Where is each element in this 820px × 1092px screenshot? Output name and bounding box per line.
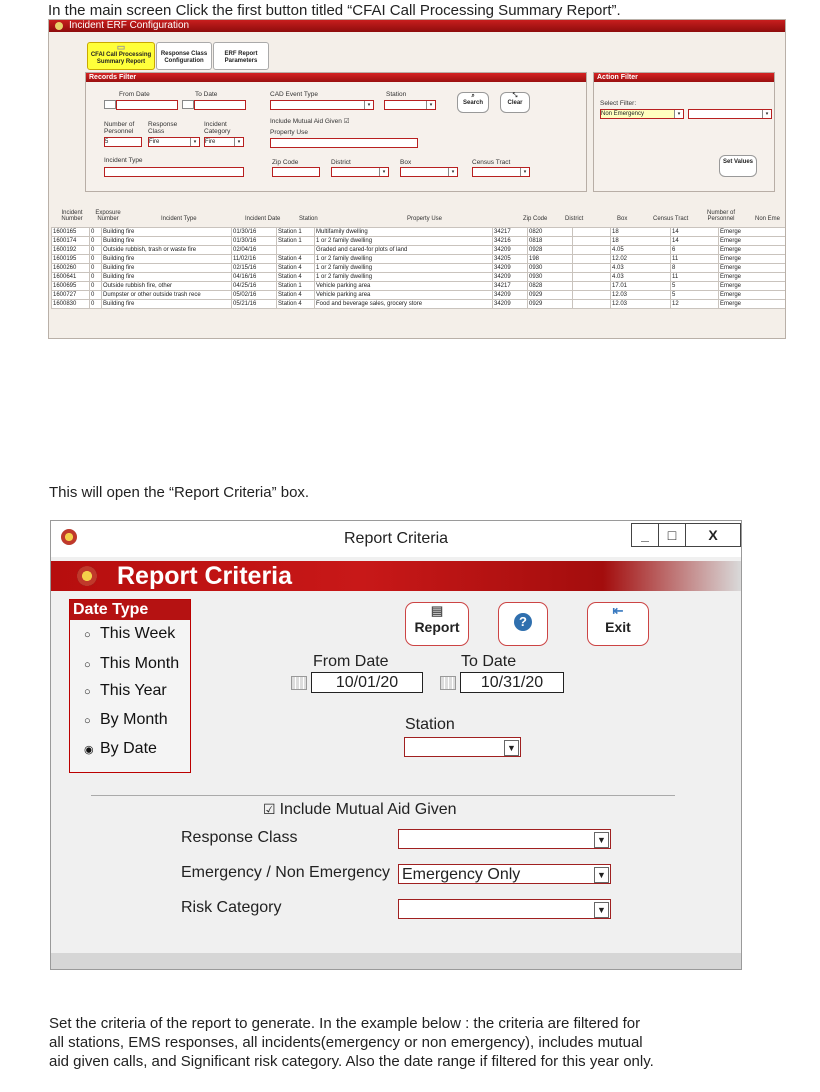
radio-by-date-label: By Date <box>100 740 157 757</box>
window-title: Report Criteria <box>343 530 449 547</box>
from-date-calendar-icon[interactable] <box>104 100 116 109</box>
help-icon: ? <box>514 613 532 631</box>
table-cell: 198 <box>528 255 573 264</box>
fire-department-logo-icon <box>77 566 97 586</box>
select-filter-label: Select Filter: <box>600 100 637 107</box>
table-cell: 01/30/16 <box>232 237 277 246</box>
radio-this-month-label: This Month <box>100 655 180 672</box>
risk-category-select[interactable] <box>398 899 611 919</box>
col-zip-code: Zip Code <box>523 216 548 222</box>
census-tract-select[interactable] <box>472 167 530 177</box>
help-button[interactable] <box>498 602 548 646</box>
close-button[interactable]: X <box>685 523 741 547</box>
col-property-use: Property Use <box>407 216 443 222</box>
maximize-button[interactable]: □ <box>658 523 686 547</box>
table-cell: Building fire <box>102 300 232 309</box>
table-cell: Emerge <box>719 291 786 300</box>
chevron-down-icon: ▼ <box>594 867 609 883</box>
table-cell: 11 <box>671 273 719 282</box>
divider <box>91 795 675 796</box>
table-cell: 1600165 <box>52 228 90 237</box>
table-row[interactable] <box>52 282 786 291</box>
report-criteria-dialog <box>50 520 742 970</box>
cad-event-type-select[interactable] <box>270 100 374 110</box>
response-class-label: Response Class <box>148 121 178 135</box>
col-incident-type: Incident Type <box>161 216 197 222</box>
table-cell: 12.03 <box>611 291 671 300</box>
cad-event-type-label: CAD Event Type <box>270 91 318 98</box>
chevron-down-icon: ▾ <box>364 101 373 109</box>
table-cell: 1 or 2 family dwelling <box>315 273 493 282</box>
filter-value-dropdown[interactable] <box>688 109 772 119</box>
chevron-down-icon: ▼ <box>504 740 519 756</box>
to-date-calendar-icon[interactable] <box>440 676 456 690</box>
station-select[interactable] <box>384 100 436 110</box>
table-row[interactable] <box>52 300 786 309</box>
incident-type-field[interactable] <box>104 167 244 177</box>
table-cell: Station 1 <box>277 237 315 246</box>
table-cell: 0 <box>90 291 102 300</box>
chevron-down-icon: ▼ <box>594 902 609 918</box>
chevron-down-icon: ▾ <box>448 168 457 176</box>
chevron-down-icon: ▼ <box>594 832 609 848</box>
table-cell <box>573 228 611 237</box>
table-cell: 4.03 <box>611 264 671 273</box>
table-cell: Emerge <box>719 246 786 255</box>
mutual-aid-label: Include Mutual Aid Given <box>279 801 457 818</box>
bottom-text-line-3: aid given calls, and Significant risk category. Also the date range if filtered for this year only. <box>49 1053 654 1070</box>
chevron-down-icon: ▾ <box>426 101 435 109</box>
table-cell: 0 <box>90 255 102 264</box>
table-cell: Building fire <box>102 228 232 237</box>
radio-this-year-label: This Year <box>100 682 167 699</box>
to-date-field[interactable] <box>194 100 246 110</box>
report-button-label: Report <box>414 619 460 635</box>
table-cell: 34209 <box>493 291 528 300</box>
table-cell: 0928 <box>528 246 573 255</box>
table-row[interactable] <box>52 228 786 237</box>
erf-report-params-label: ERF Report Parameters <box>224 51 258 64</box>
table-cell: 04/16/16 <box>232 273 277 282</box>
table-cell: 12.03 <box>611 300 671 309</box>
table-row[interactable] <box>52 273 786 282</box>
document-icon: ▤ <box>430 603 444 618</box>
action-filter-header: Action Filter <box>594 73 774 82</box>
table-cell: 02/04/16 <box>232 246 277 255</box>
erf-title: Incident ERF Configuration <box>69 20 190 31</box>
records-filter-header: Records Filter <box>86 73 586 82</box>
table-cell <box>573 255 611 264</box>
table-cell: 12 <box>671 300 719 309</box>
table-cell: Emerge <box>719 228 786 237</box>
table-cell: 1600695 <box>52 282 90 291</box>
property-use-label: Property Use <box>270 129 308 136</box>
exit-button-label: Exit <box>605 619 631 635</box>
radio-by-date[interactable] <box>84 740 157 758</box>
to-date-label: To Date <box>195 91 218 98</box>
table-cell: 34209 <box>493 300 528 309</box>
chevron-down-icon: ▾ <box>190 138 199 146</box>
radio-this-week[interactable] <box>84 625 175 643</box>
search-button[interactable] <box>457 92 489 113</box>
table-row[interactable] <box>52 246 786 255</box>
table-cell <box>573 237 611 246</box>
banner-title: Report Criteria <box>117 562 293 590</box>
table-cell: Emerge <box>719 237 786 246</box>
report-icon: ▭ <box>116 42 126 52</box>
from-date-field[interactable] <box>116 100 178 110</box>
records-filter-panel <box>85 72 587 192</box>
radio-this-month[interactable] <box>84 655 179 673</box>
table-cell: Station 4 <box>277 264 315 273</box>
table-cell <box>573 291 611 300</box>
chevron-down-icon: ▾ <box>520 168 529 176</box>
cfai-report-label: CFAI Call Processing Summary Report <box>90 52 152 65</box>
box-label: Box <box>400 159 412 166</box>
chevron-down-icon: ▾ <box>234 138 243 146</box>
col-num-personnel: Number of Personnel <box>706 210 735 222</box>
radio-selected-icon: ◉ <box>84 744 94 756</box>
table-cell: 34209 <box>493 273 528 282</box>
radio-by-month-label: By Month <box>100 711 168 728</box>
action-filter-panel <box>593 72 775 192</box>
table-cell: Emerge <box>719 255 786 264</box>
box-select[interactable] <box>400 167 458 177</box>
table-cell: Station 4 <box>277 291 315 300</box>
table-cell: Station 1 <box>277 228 315 237</box>
district-select[interactable] <box>331 167 389 177</box>
table-row[interactable] <box>52 291 786 300</box>
table-cell: 1600260 <box>52 264 90 273</box>
table-cell <box>573 264 611 273</box>
table-cell: 34209 <box>493 264 528 273</box>
response-class-value: Fire <box>149 139 160 145</box>
table-cell: 11 <box>671 255 719 264</box>
clear-button[interactable] <box>500 92 530 113</box>
mutual-aid-label <box>270 117 350 125</box>
table-cell: 12.02 <box>611 255 671 264</box>
set-values-button[interactable] <box>719 155 757 177</box>
radio-by-month[interactable] <box>84 711 168 729</box>
district-label: District <box>331 159 351 166</box>
incident-type-label: Incident Type <box>104 157 143 164</box>
table-cell: Vehicle parking area <box>315 291 493 300</box>
table-cell: Multifamily dwelling <box>315 228 493 237</box>
chevron-down-icon: ▾ <box>674 110 683 118</box>
table-cell: 34217 <box>493 282 528 291</box>
table-cell: Vehicle parking area <box>315 282 493 291</box>
emergency-select[interactable] <box>398 864 611 884</box>
checkbox-checked-icon: ☑ <box>263 801 276 817</box>
table-row[interactable] <box>52 255 786 264</box>
table-cell: 0 <box>90 246 102 255</box>
response-class-config-label: Response Class Configuration <box>160 51 208 64</box>
table-cell: 34205 <box>493 255 528 264</box>
col-census-tract: Census Tract <box>653 216 689 222</box>
table-cell: 5 <box>671 291 719 300</box>
table-cell: 0 <box>90 264 102 273</box>
to-date-label: To Date <box>461 653 517 670</box>
from-date-label: From Date <box>313 653 389 670</box>
exit-button[interactable] <box>587 602 649 646</box>
records-table <box>51 227 786 309</box>
table-cell: 05/02/16 <box>232 291 277 300</box>
report-button[interactable] <box>405 602 469 646</box>
table-cell <box>573 246 611 255</box>
table-cell: 1600830 <box>52 300 90 309</box>
table-cell: 0930 <box>528 264 573 273</box>
table-cell: 01/30/16 <box>232 228 277 237</box>
table-cell <box>277 246 315 255</box>
from-date-field[interactable]: 10/01/20 <box>311 672 423 693</box>
table-cell: 18 <box>611 237 671 246</box>
col-district: District <box>565 216 584 222</box>
table-cell: Food and beverage sales, grocery store <box>315 300 493 309</box>
emergency-label: Emergency / Non Emergency <box>181 864 390 881</box>
date-type-header: Date Type <box>70 600 190 620</box>
erf-report-params-button[interactable] <box>213 42 269 70</box>
table-cell: 14 <box>671 237 719 246</box>
col-station: Station <box>299 216 318 222</box>
emergency-value: Emergency Only <box>402 866 521 883</box>
radio-this-year[interactable] <box>84 682 167 700</box>
station-select[interactable] <box>404 737 521 757</box>
table-row[interactable] <box>52 237 786 246</box>
table-cell <box>573 273 611 282</box>
col-incident-number: Incident Number <box>61 210 83 222</box>
property-use-field[interactable] <box>270 138 418 148</box>
table-cell: Station 4 <box>277 273 315 282</box>
radio-unselected-icon: ○ <box>84 715 91 727</box>
app-logo-icon <box>55 22 63 30</box>
zip-code-field[interactable] <box>272 167 320 177</box>
table-cell: 1600174 <box>52 237 90 246</box>
response-class-config-button[interactable] <box>156 42 212 70</box>
table-cell: 0 <box>90 228 102 237</box>
table-cell: 14 <box>671 228 719 237</box>
table-cell: Station 4 <box>277 300 315 309</box>
num-personnel-field[interactable]: 5 <box>104 137 142 147</box>
table-cell: 4.05 <box>611 246 671 255</box>
zip-code-label: Zip Code <box>272 159 299 166</box>
table-cell: Building fire <box>102 237 232 246</box>
table-cell: 6 <box>671 246 719 255</box>
to-date-calendar-icon[interactable] <box>182 100 194 109</box>
table-cell: 0929 <box>528 300 573 309</box>
dialog-title-bar <box>51 521 741 557</box>
table-cell: Station 1 <box>277 282 315 291</box>
response-class-select[interactable] <box>398 829 611 849</box>
table-cell: Building fire <box>102 255 232 264</box>
risk-category-label: Risk Category <box>181 899 282 916</box>
select-filter-dropdown[interactable] <box>600 109 684 119</box>
table-cell: Graded and cared-for plots of land <box>315 246 493 255</box>
minimize-button[interactable]: _ <box>631 523 659 547</box>
census-tract-label: Census Tract <box>472 159 511 166</box>
table-cell: 04/25/16 <box>232 282 277 291</box>
table-cell: 34217 <box>493 228 528 237</box>
table-cell: Dumpster or other outside trash rece <box>102 291 232 300</box>
table-cell: 0 <box>90 273 102 282</box>
mutual-aid-checkbox[interactable] <box>263 801 457 819</box>
table-cell: 34216 <box>493 237 528 246</box>
table-cell: Emerge <box>719 300 786 309</box>
table-cell: Station 4 <box>277 255 315 264</box>
table-cell: Emerge <box>719 273 786 282</box>
table-cell: 0 <box>90 300 102 309</box>
station-label: Station <box>386 91 407 98</box>
erf-screenshot <box>48 19 786 339</box>
status-strip <box>51 953 741 969</box>
checkbox-checked-icon[interactable]: ☑ <box>343 118 350 125</box>
col-box: Box <box>617 216 628 222</box>
table-cell: 0 <box>90 237 102 246</box>
table-row[interactable] <box>52 264 786 273</box>
table-cell: 1 or 2 family dwelling <box>315 237 493 246</box>
incident-category-value: Fire <box>205 139 216 145</box>
table-cell <box>573 282 611 291</box>
incident-category-select[interactable] <box>204 137 244 147</box>
station-label: Station <box>405 716 455 733</box>
table-cell: 0818 <box>528 237 573 246</box>
chevron-down-icon: ▾ <box>379 168 388 176</box>
set-values-label: Set Values <box>722 159 754 165</box>
table-cell: 8 <box>671 264 719 273</box>
date-type-group <box>69 599 191 773</box>
mutual-aid-text: Include Mutual Aid Given <box>270 118 342 125</box>
select-filter-value: Non Emergency <box>601 111 645 117</box>
table-cell: 1 or 2 family dwelling <box>315 255 493 264</box>
table-cell: 1600727 <box>52 291 90 300</box>
search-label: Search <box>462 100 483 106</box>
table-cell: 17.01 <box>611 282 671 291</box>
table-cell: 1600195 <box>52 255 90 264</box>
bottom-text-line-1: Set the criteria of the report to generate. In the example below : the criteria are filtered for <box>49 1015 641 1032</box>
table-cell: Building fire <box>102 273 232 282</box>
report-criteria-banner <box>51 561 741 591</box>
col-incident-date: Incident Date <box>245 216 281 222</box>
clear-icon: ⤡ <box>512 93 518 99</box>
table-cell: Building fire <box>102 264 232 273</box>
table-cell: 5 <box>671 282 719 291</box>
from-date-calendar-icon[interactable] <box>291 676 307 690</box>
intro-text: In the main screen Click the first button titled “CFAI Call Processing Summary Report”. <box>48 2 621 19</box>
radio-this-week-label: This Week <box>100 625 176 642</box>
exit-icon: ⇤ <box>612 603 624 618</box>
table-cell: 0929 <box>528 291 573 300</box>
table-cell: Emerge <box>719 264 786 273</box>
cfai-report-button[interactable] <box>87 42 155 70</box>
table-cell: 34209 <box>493 246 528 255</box>
chevron-down-icon: ▾ <box>762 110 771 118</box>
table-cell: 18 <box>611 228 671 237</box>
bottom-text-line-2: all stations, EMS responses, all incidents(emergency or non emergency), includes mutual <box>49 1034 643 1051</box>
search-icon: ⌕ <box>471 93 475 99</box>
radio-unselected-icon: ○ <box>84 629 91 641</box>
table-cell: 4.03 <box>611 273 671 282</box>
col-non-emergency: Non Eme <box>755 216 781 222</box>
table-cell: 0930 <box>528 273 573 282</box>
table-cell: 0828 <box>528 282 573 291</box>
clear-label: Clear <box>507 100 523 106</box>
table-cell: 05/21/16 <box>232 300 277 309</box>
table-cell: 02/15/16 <box>232 264 277 273</box>
table-cell: 11/02/16 <box>232 255 277 264</box>
num-personnel-label: Number of Personnel <box>104 121 135 135</box>
table-cell: Emerge <box>719 282 786 291</box>
table-cell: 0820 <box>528 228 573 237</box>
col-exposure-number: Exposure Number <box>95 210 121 222</box>
incident-category-label: Incident Category <box>204 121 231 135</box>
from-date-label: From Date <box>119 91 150 98</box>
table-cell: Outside rubbish, trash or waste fire <box>102 246 232 255</box>
radio-unselected-icon: ○ <box>84 659 91 671</box>
table-cell: 1600641 <box>52 273 90 282</box>
table-cell <box>573 300 611 309</box>
table-cell: Outside rubbish fire, other <box>102 282 232 291</box>
response-class-select[interactable] <box>148 137 200 147</box>
table-cell: 1600192 <box>52 246 90 255</box>
to-date-field[interactable]: 10/31/20 <box>460 672 564 693</box>
erf-title-bar <box>49 20 785 32</box>
radio-unselected-icon: ○ <box>84 686 91 698</box>
table-cell: 1 or 2 family dwelling <box>315 264 493 273</box>
table-cell: 0 <box>90 282 102 291</box>
response-class-label: Response Class <box>181 829 298 846</box>
middle-text: This will open the “Report Criteria” box. <box>49 484 310 501</box>
